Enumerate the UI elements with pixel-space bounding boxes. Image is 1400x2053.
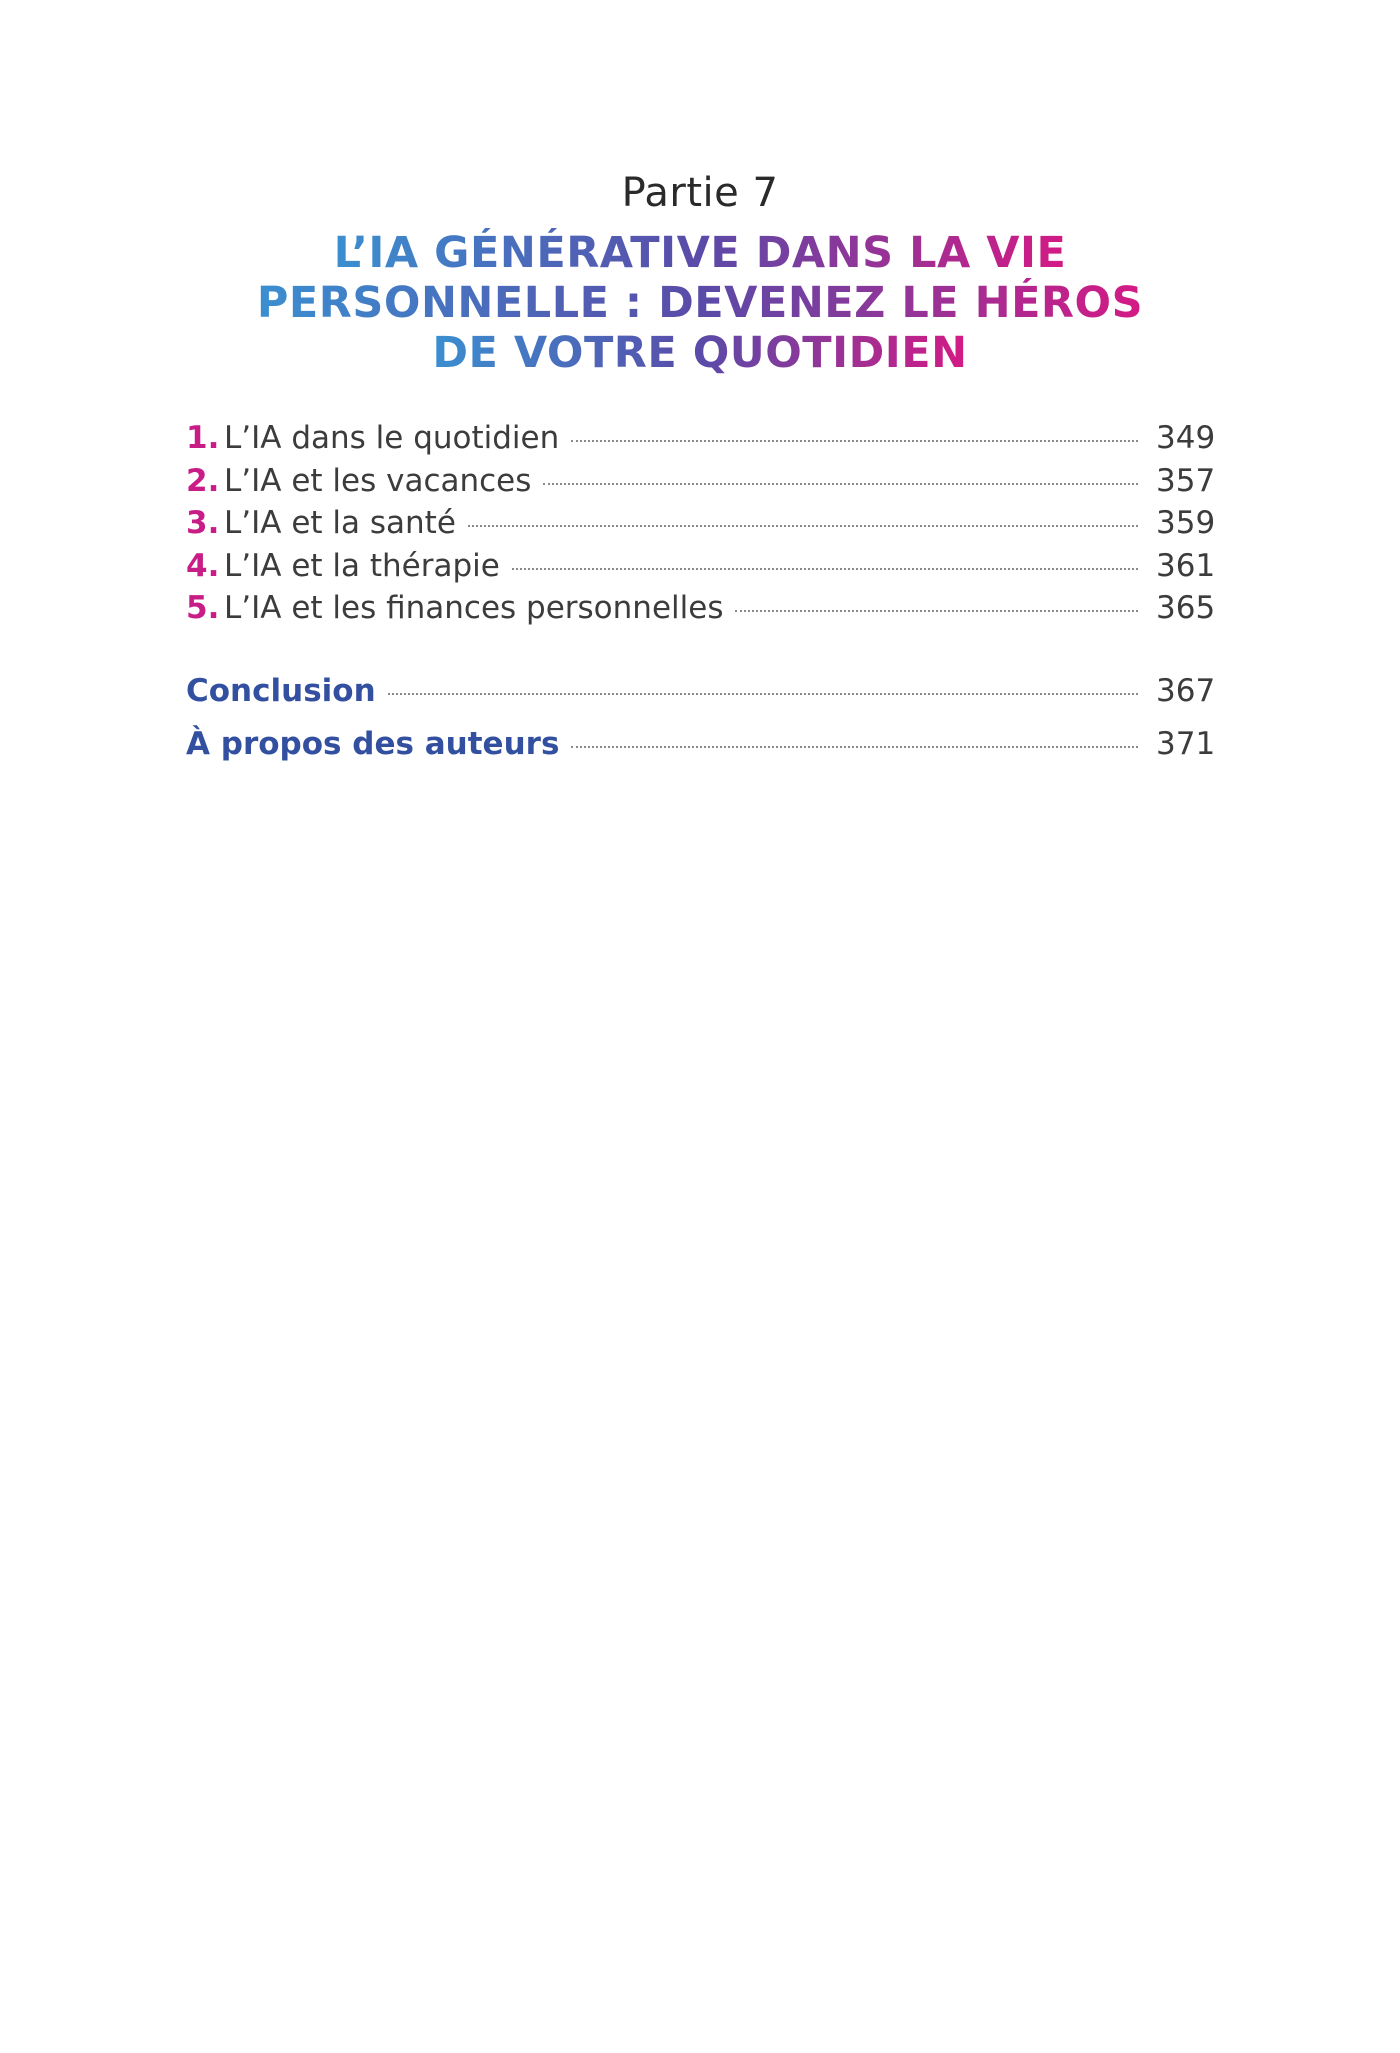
chapter-title: L’IA et la santé — [224, 505, 456, 541]
part-title-line: PERSONNELLE : DEVENEZ LE HÉROS — [256, 278, 1144, 328]
chapter-number: 4. — [186, 547, 220, 584]
page-number: 361 — [1156, 547, 1216, 584]
dot-leader — [388, 693, 1138, 695]
dot-leader — [571, 440, 1138, 442]
toc-entry[interactable] — [186, 462, 1216, 506]
dot-leader — [543, 483, 1138, 485]
part-label: Partie 7 — [621, 170, 779, 216]
page-number: 359 — [1156, 505, 1216, 541]
toc-entry[interactable] — [186, 420, 1216, 463]
page-number: 357 — [1156, 462, 1216, 499]
page-number: 365 — [1156, 590, 1216, 626]
appendix-title: À propos des auteurs — [186, 726, 560, 762]
page-number: 371 — [1156, 726, 1216, 762]
appendix-title: Conclusion — [186, 673, 376, 709]
chapter-title: L’IA et la thérapie — [224, 547, 500, 584]
part-title — [150, 228, 1250, 378]
chapter-title: L’IA et les vacances — [224, 462, 532, 499]
chapter-list — [186, 420, 1216, 633]
appendix-list — [186, 673, 1216, 779]
dot-leader — [571, 746, 1138, 748]
part-title-line: DE VOTRE QUOTIDIEN — [432, 328, 968, 378]
toc-entry[interactable] — [186, 547, 1216, 591]
page-number: 349 — [1156, 420, 1216, 456]
chapter-title: L’IA et les finances personnelles — [224, 590, 724, 626]
chapter-title: L’IA dans le quotidien — [224, 420, 560, 456]
chapter-number: 3. — [186, 505, 220, 541]
toc-entry[interactable] — [186, 505, 1216, 548]
dot-leader — [512, 568, 1138, 570]
page-number: 367 — [1156, 673, 1216, 709]
chapter-number: 2. — [186, 462, 220, 499]
dot-leader — [468, 525, 1138, 527]
dot-leader — [735, 610, 1138, 612]
toc-entry-conclusion[interactable] — [186, 673, 1216, 726]
chapter-number: 5. — [186, 590, 220, 626]
toc-entry-about-authors[interactable] — [186, 726, 1216, 779]
part-title-line: L’IA GÉNÉRATIVE DANS LA VIE — [333, 228, 1067, 278]
toc-entry[interactable] — [186, 590, 1216, 633]
chapter-number: 1. — [186, 420, 220, 456]
